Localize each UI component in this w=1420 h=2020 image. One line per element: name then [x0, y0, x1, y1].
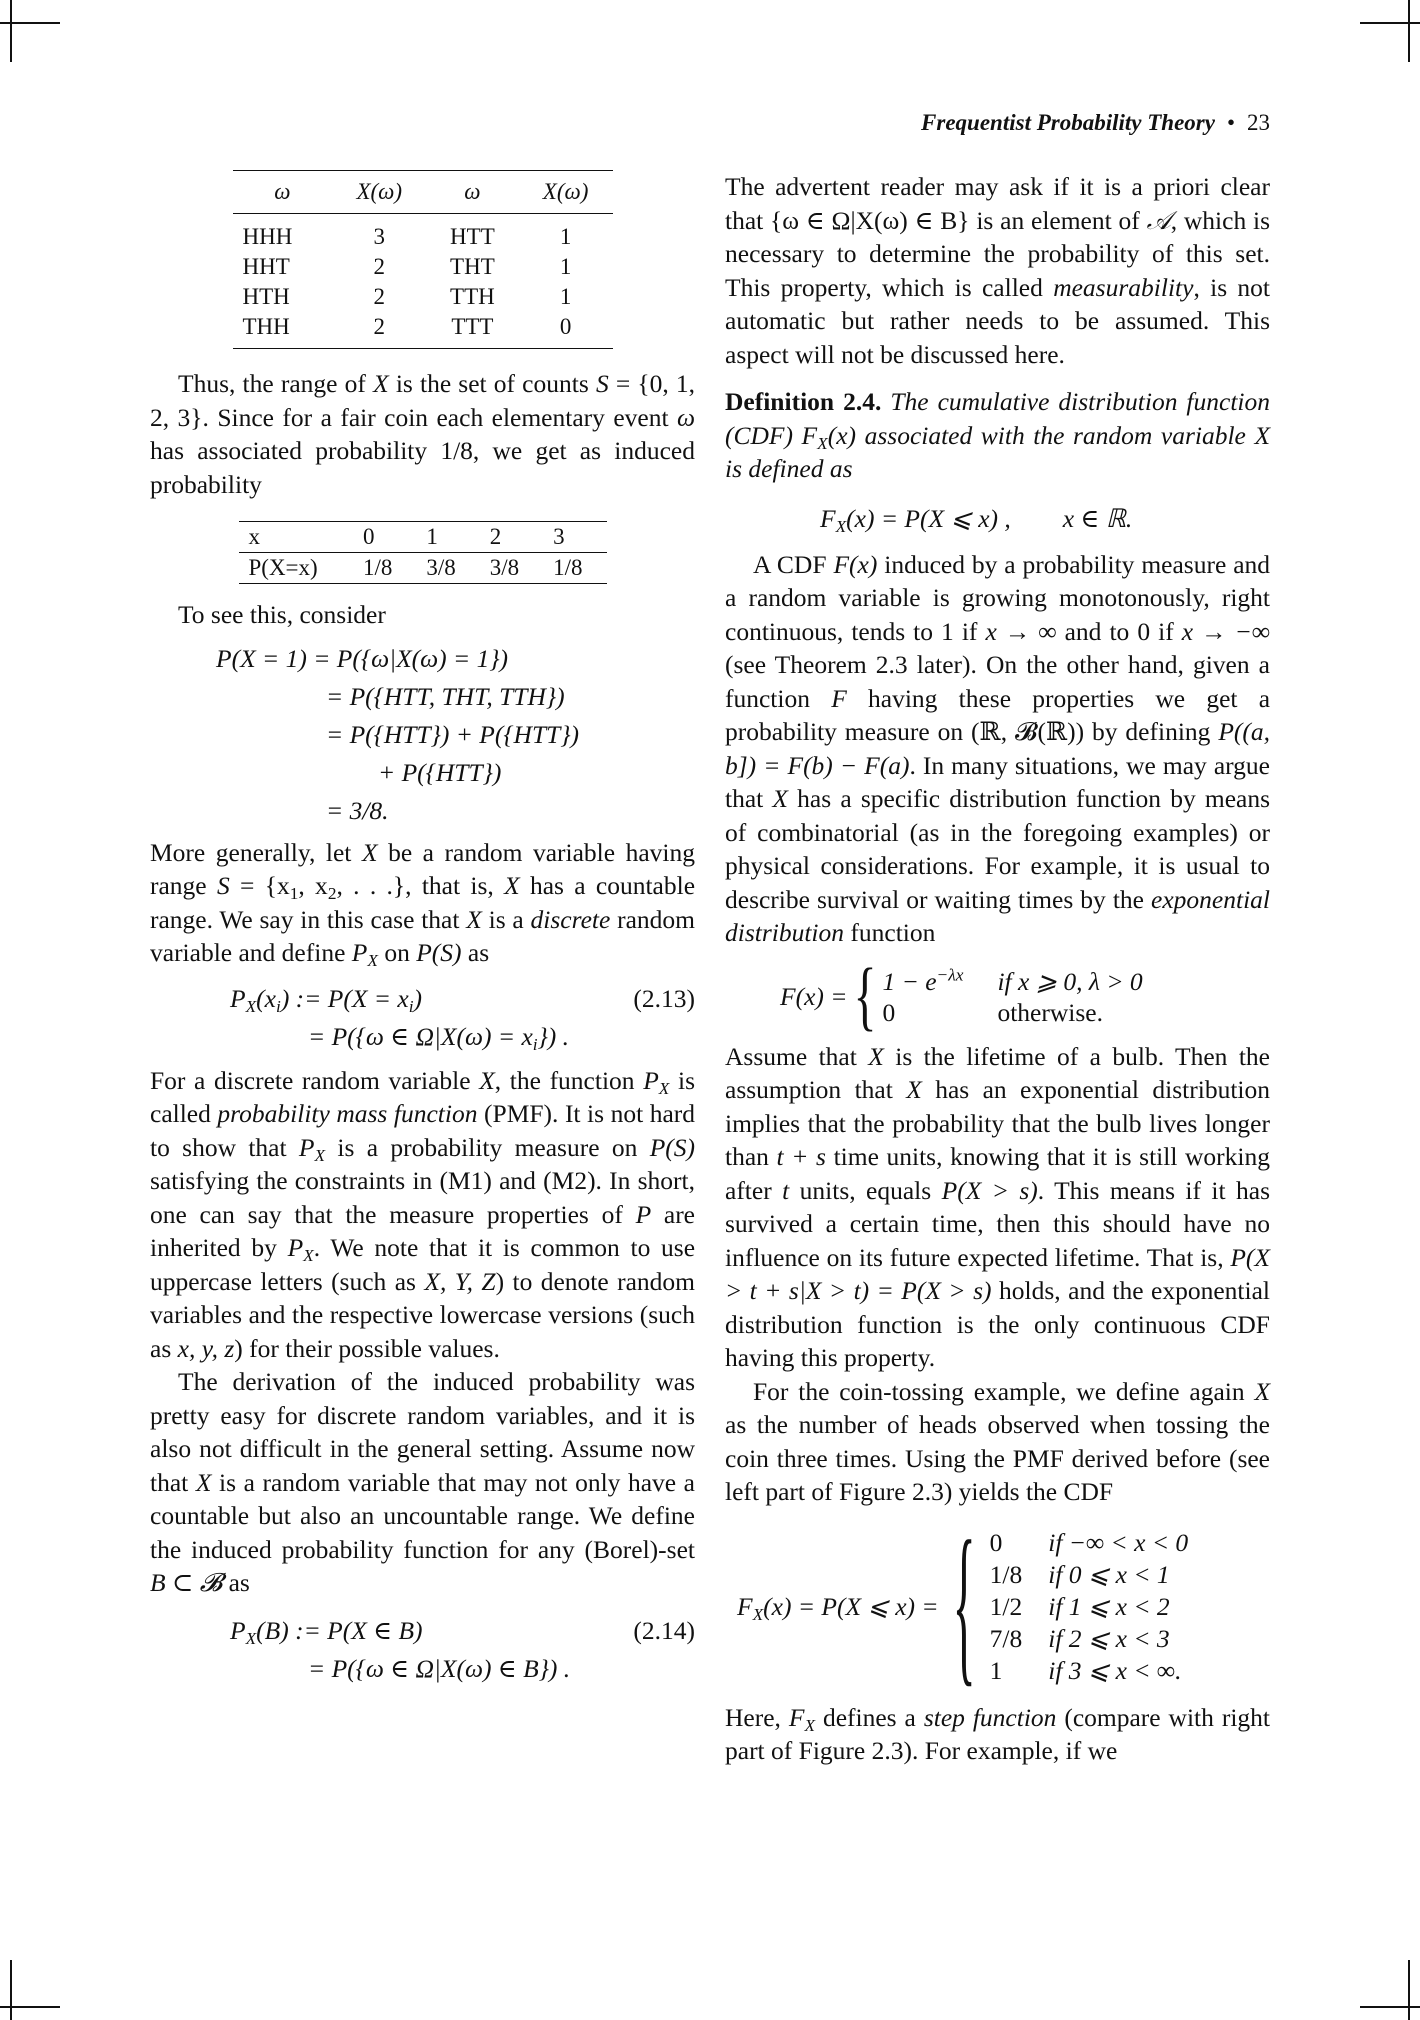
- crop-mark-tr-h: [1360, 22, 1420, 24]
- paragraph: The derivation of the induced probability was pretty easy for discrete random variables, and it is also not difficult in the general setting. Assume now that X is a random variable that may not only have a countable but also an uncountable range. We define the induced probability function for any (Borel)-set B ⊂ 𝓑 as: [150, 1367, 695, 1597]
- table-cell: 1/8: [362, 555, 393, 580]
- table-row: [239, 553, 607, 584]
- equation-2-14: $P_X(B)$ := P(X ∈ B) = P({ω ∈ Ω|X(ω) ∈ B}) . (2.14): [150, 1612, 695, 1688]
- left-column: [150, 170, 695, 1688]
- table-header-cell: X(ω): [519, 171, 613, 214]
- table-cell: TTT: [451, 314, 494, 339]
- table-cell: HHT: [242, 254, 290, 279]
- right-column: [725, 170, 1270, 1768]
- table-cell: HTT: [450, 224, 495, 249]
- page-number: 23: [1247, 110, 1270, 135]
- header-separator: •: [1226, 110, 1235, 135]
- table-cell: THT: [450, 254, 495, 279]
- paragraph: To see this, consider: [178, 600, 386, 629]
- table-cell: HTH: [242, 284, 290, 309]
- crop-mark-bl-v: [10, 1960, 12, 2020]
- crop-mark-tl-h: [0, 22, 60, 24]
- table-header-cell: 2: [480, 522, 543, 553]
- outcome-table: [233, 170, 613, 349]
- table-cell: 2: [373, 314, 385, 339]
- table-cell: THH: [242, 314, 290, 339]
- paragraph: A CDF F(x) induced by a probability measure and a random variable is growing monotonously, right continuous, tends to 1 if x → ∞ and to 0 if x → −∞ (see Theorem 2.3 later). On the other hand, given a function F having these properties we get a probability measure on (ℝ, 𝓑(ℝ)) by defining P((a, b]) = F(b) − F(a). In many situations, we may argue that X has a specific distribution function by means of combinatorial (as in the foregoing examples) or physical considerations. For example, it is usual to describe survival or waiting times by the exponential distribution function: [725, 549, 1271, 947]
- table-cell: 1/8: [553, 555, 583, 580]
- table-cell: TTH: [450, 284, 495, 309]
- table-header-cell: X(ω): [332, 171, 426, 214]
- running-header: [921, 108, 1270, 138]
- table-cell: 1: [559, 254, 572, 279]
- table-cell: 3: [373, 224, 385, 249]
- equation-exponential-cdf: F(x) = { $1 - e^{-\lambda x}$ if x ⩾ 0, λ > 0 0 otherwise.: [780, 953, 1143, 1039]
- paragraph: More generally, let X be a random variable having range $S = \{x_1$, $x_2$, . . .}, that is, X has a countable range. We say in this case that X is a discrete random variable and define $P_X$ on P(S) as: [150, 837, 696, 970]
- crop-mark-bl-h: [0, 2006, 60, 2008]
- pmf-table-header: [239, 522, 607, 553]
- paragraph: For the coin-tossing example, we define again X as the number of heads observed when tossing the coin three times. Using the PMF derived before (see left part of Figure 2.3) yields the CDF: [725, 1376, 1271, 1506]
- equation-2-13: $P_X(x_i)$ := $P(X = x_i)$ = P({ω ∈ $\Omega|X(\omega) = x_i$}) . (2.13): [150, 980, 695, 1056]
- equation-number: (2.13): [633, 983, 695, 1013]
- table-header-cell: x: [239, 522, 353, 553]
- crop-mark-tl-v: [10, 0, 12, 62]
- crop-mark-br-h: [1360, 2006, 1420, 2008]
- table-cell: 1: [559, 224, 572, 249]
- pmf-table: [239, 521, 607, 584]
- table-header-cell: 1: [416, 522, 479, 553]
- table-cell: 2: [373, 284, 385, 309]
- table-cell: 1: [559, 284, 572, 309]
- paragraph: For a discrete random variable X, the function $P_X$ is called probability mass function (PMF). It is not hard to show that $P_X$ is a probability measure on P(S) satisfying the constraints in (M1) and (M2). In short, one can say that the measure properties of P are inherited by $P_X$. We note that it is common to use uppercase letters (such as X, Y, Z) to denote random variables and the respective lowercase versions (such as x, y, z) for their possible values.: [150, 1065, 696, 1363]
- table-header-cell: 3: [543, 522, 606, 553]
- crop-mark-tr-v: [1408, 0, 1410, 62]
- outcome-table-header: [233, 171, 613, 214]
- table-row: [233, 252, 613, 282]
- equation-cdf-definition: $F_X(x) = P(X$ ⩽ x) , x ∈ ℝ.: [820, 503, 1133, 536]
- table-cell: 2: [373, 254, 385, 279]
- paragraph: Assume that X is the lifetime of a bulb. Then the assumption that X has an exponential distribution implies that the probability that the bulb lives longer than t + s time units, knowing that it is still working after t units, equals P(X > s). This means if it has survived a certain time, then this should have no influence on its future expected lifetime. That is, P(X > t + s|X > t) = P(X > s) holds, and the exponential distribution function is the only continuous CDF having this property.: [725, 1041, 1271, 1372]
- equation-p-x-equals-1: P(X = 1) = P({ω|X(ω) = 1}) = P({HTT, THT, TTH}) = P({HTT}) + P({HTT}) + P({HTT}) = 3/8.: [216, 643, 580, 825]
- equation-coin-cdf: $F_X(x) = P(X$ ⩽ x) = { 0 if −∞ < x < 0 1/8 if 0 ⩽ x < 1 1/2 if 1 ⩽ x < 2 7/8 if 2 ⩽ x < 3 1 if 3 ⩽ x < ∞.: [737, 1506, 1189, 1703]
- equation-number: (2.14): [633, 1615, 695, 1645]
- table-row: [233, 282, 613, 312]
- crop-mark-br-v: [1408, 1960, 1410, 2020]
- table-cell: 3/8: [426, 555, 456, 580]
- paragraph: Thus, the range of X is the set of counts S = {0, 1, 2, 3}. Since for a fair coin each elementary event ω has associated probability 1/8, we get as induced probability: [150, 369, 696, 499]
- left-brace: {: [952, 1506, 976, 1703]
- table-cell: HHH: [242, 224, 293, 249]
- table-cell: 0: [559, 314, 572, 339]
- left-brace: {: [853, 953, 877, 1039]
- table-header-cell: 0: [353, 522, 416, 553]
- table-header-cell: ω: [426, 171, 519, 214]
- table-header-cell: ω: [233, 171, 333, 214]
- table-cell: 3/8: [489, 555, 520, 580]
- paragraph: The advertent reader may ask if it is a priori clear that {ω ∈ Ω|X(ω) ∈ B} is an element of 𝒜, which is necessary to determine the probability of this set. This property, which is called measurability, is not automatic but rather needs to be assumed. This aspect will not be discussed here.: [725, 172, 1271, 369]
- table-row: [233, 312, 613, 349]
- paragraph: Here, $F_X$ defines a step function (compare with right part of Figure 2.3). For example, if we: [725, 1702, 1270, 1765]
- definition-2-4: Definition 2.4. The cumulative distribution function (CDF) $F_X(x)$ associated with the random variable X is defined as: [725, 387, 1271, 483]
- table-row: [233, 214, 613, 253]
- table-cell: P(X=x): [248, 555, 318, 580]
- running-title: Frequentist Probability Theory: [921, 110, 1215, 135]
